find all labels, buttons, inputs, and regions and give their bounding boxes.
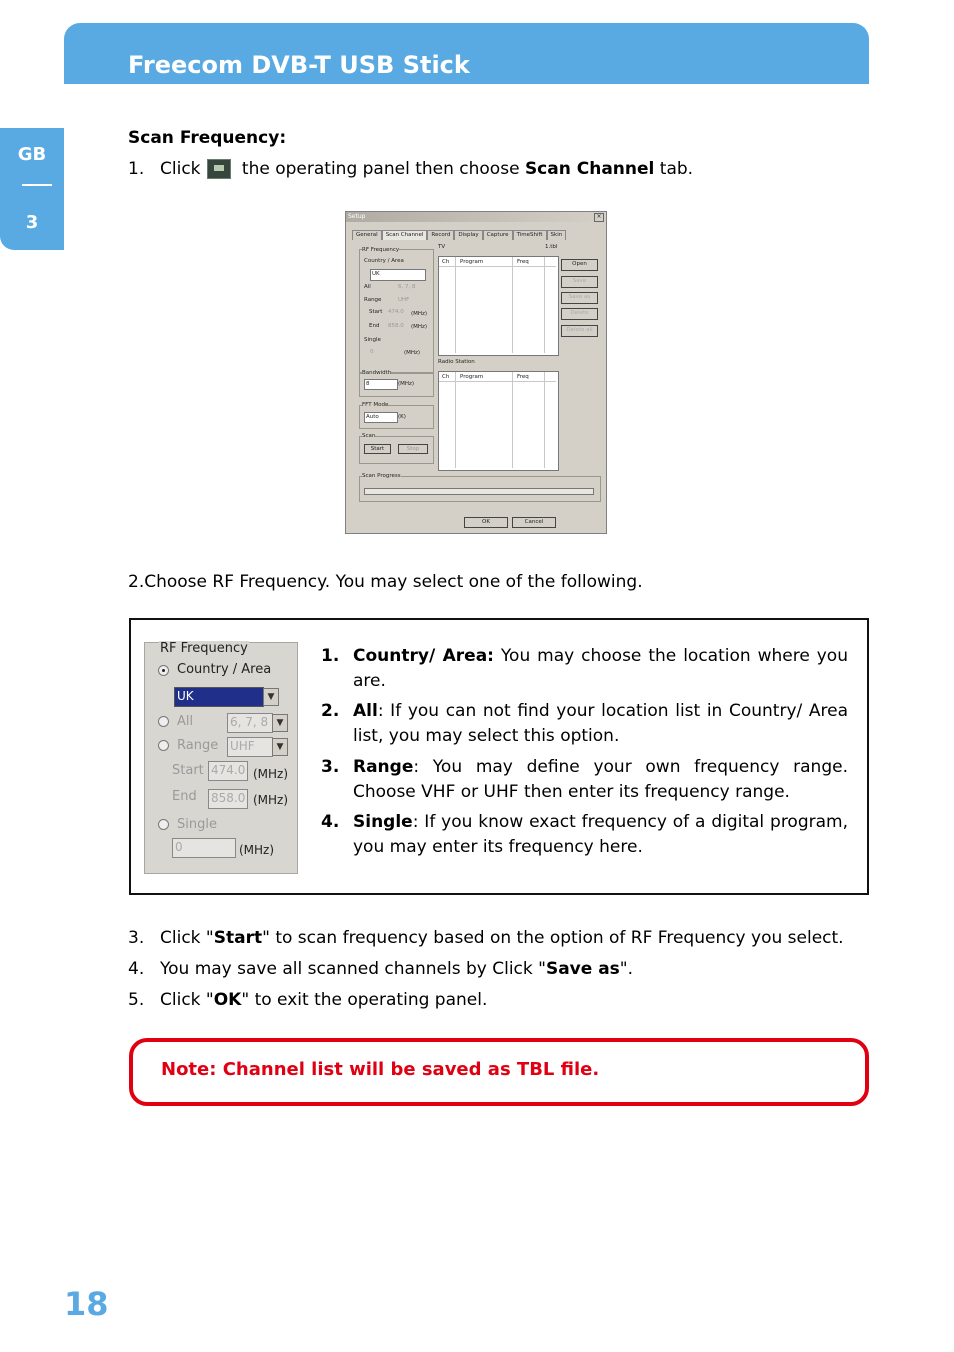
- tab-general[interactable]: General: [352, 230, 382, 240]
- dialog-tv-col-program: Program: [460, 259, 484, 265]
- chapter-number: 3: [25, 212, 39, 233]
- range-label[interactable]: Range: [177, 738, 219, 753]
- dialog-country-select[interactable]: UK: [370, 269, 426, 281]
- country-select[interactable]: UK: [174, 687, 264, 707]
- end-label: End: [172, 789, 197, 804]
- dialog-radio-col-line-2: [512, 372, 513, 468]
- dialog-stop-button[interactable]: Stop: [398, 444, 428, 454]
- language-label: GB: [17, 144, 47, 165]
- dialog-delete-button[interactable]: Delete: [561, 308, 598, 320]
- dialog-start-unit: (MHz): [411, 311, 428, 317]
- dialog-end-value[interactable]: 858.0: [388, 323, 404, 329]
- all-label[interactable]: All: [177, 714, 194, 729]
- operating-panel-icon: [207, 159, 231, 179]
- range-select[interactable]: UHF: [227, 737, 273, 757]
- dialog-single-value[interactable]: 0: [370, 349, 374, 355]
- country-dropdown-icon[interactable]: ▼: [263, 688, 279, 706]
- dialog-tv-header-line: [439, 266, 556, 267]
- dialog-bandwidth-select[interactable]: 8: [364, 379, 398, 390]
- dialog-start-button[interactable]: Start: [364, 444, 391, 454]
- start-label: Start: [172, 763, 204, 778]
- all-radio[interactable]: [158, 716, 169, 727]
- start-unit: (MHz): [253, 767, 289, 781]
- section-title: Scan Frequency:: [128, 128, 287, 148]
- dialog-radio-list[interactable]: [438, 371, 559, 471]
- dialog-start-value[interactable]: 474.0: [388, 309, 404, 315]
- dialog-title: Setup: [348, 213, 366, 220]
- dialog-radio-col-freq: Freq: [517, 374, 529, 380]
- step-4-number: 4.: [128, 959, 145, 979]
- dialog-radio-header-line: [439, 381, 556, 382]
- dialog-tv-col-line-2: [512, 257, 513, 353]
- dialog-single-unit: (MHz): [404, 350, 421, 356]
- dialog-bandwidth-unit: (MHz): [398, 381, 415, 387]
- dialog-end-label: End: [369, 323, 380, 329]
- step-4-text: You may save all scanned channels by Click "Save as".: [160, 959, 634, 979]
- dialog-radio-col-line-1: [455, 372, 456, 468]
- end-unit: (MHz): [253, 793, 289, 807]
- step-1-bold: Scan Channel: [524, 159, 655, 179]
- header-title: Freecom DVB-T USB Stick: [128, 51, 470, 79]
- step-1-tail: tab.: [654, 159, 694, 179]
- note-text: Note: Channel list will be saved as TBL file.: [161, 1059, 600, 1080]
- dialog-rf-title: RF Frequency: [362, 247, 400, 253]
- dialog-progress-label: Scan Progress: [362, 473, 401, 479]
- dialog-all-value[interactable]: 6, 7, 8: [398, 284, 416, 290]
- dialog-tabs: [352, 230, 566, 240]
- dialog-fft-label: FFT Mode: [362, 402, 389, 408]
- end-field[interactable]: 858.0: [208, 789, 248, 809]
- step-1-number: 1.: [128, 159, 145, 179]
- tab-display[interactable]: Display: [454, 230, 482, 240]
- rf-frequency-panel: [144, 642, 298, 874]
- header-banner: [64, 23, 869, 84]
- tab-timeshift[interactable]: TimeShift: [513, 230, 547, 240]
- single-field[interactable]: 0: [172, 838, 236, 858]
- side-tab-divider: [22, 184, 52, 186]
- step-1-pre: Click: [160, 159, 201, 179]
- dialog-end-unit: (MHz): [411, 324, 428, 330]
- dialog-fft-unit: (K): [398, 414, 406, 420]
- dialog-open-button[interactable]: Open: [561, 259, 598, 271]
- range-radio[interactable]: [158, 740, 169, 751]
- dialog-file-label: 1.tbl: [545, 244, 558, 250]
- dialog-range-value[interactable]: UHF: [398, 297, 410, 303]
- dialog-country-label[interactable]: Country / Area: [364, 258, 404, 264]
- dialog-radio-col-line-3: [544, 372, 545, 468]
- range-dropdown-icon[interactable]: ▼: [272, 738, 288, 756]
- single-unit: (MHz): [239, 843, 275, 857]
- step-3-text: Click "Start" to scan frequency based on the option of RF Frequency you select.: [160, 928, 844, 948]
- dialog-tv-col-line-1: [455, 257, 456, 353]
- side-tab: [0, 128, 64, 250]
- tab-scan-channel[interactable]: Scan Channel: [382, 230, 428, 240]
- start-field[interactable]: 474.0: [208, 761, 248, 781]
- dialog-cancel-button[interactable]: Cancel: [512, 517, 556, 528]
- dialog-bandwidth-label: Bandwidth: [362, 370, 392, 376]
- country-radio[interactable]: [158, 665, 169, 676]
- dialog-fft-select[interactable]: Auto: [364, 412, 398, 423]
- dialog-save-as-button[interactable]: Save as: [561, 292, 598, 304]
- all-dropdown-icon[interactable]: ▼: [272, 714, 288, 732]
- dialog-tv-label: TV: [438, 244, 446, 250]
- dialog-tv-col-ch: Ch: [442, 259, 450, 265]
- page-number: 18: [64, 1285, 109, 1323]
- step-3-number: 3.: [128, 928, 145, 948]
- tab-capture[interactable]: Capture: [483, 230, 513, 240]
- note-box: [129, 1038, 869, 1106]
- tab-skin[interactable]: Skin: [547, 230, 567, 240]
- dialog-tv-col-line-3: [544, 257, 545, 353]
- dialog-delete-all-button[interactable]: Delete all: [561, 325, 598, 337]
- step-1-text: [160, 157, 693, 181]
- dialog-radio-col-program: Program: [460, 374, 484, 380]
- dialog-save-button[interactable]: Save: [561, 276, 598, 288]
- dialog-titlebar: [346, 212, 606, 222]
- step-5-text: Click "OK" to exit the operating panel.: [160, 990, 488, 1010]
- dialog-all-label[interactable]: All: [364, 284, 371, 290]
- close-icon[interactable]: ×: [594, 213, 604, 222]
- dialog-radio-col-ch: Ch: [442, 374, 450, 380]
- dialog-start-label: Start: [369, 309, 383, 315]
- dialog-ok-button[interactable]: OK: [464, 517, 508, 528]
- setup-dialog-screenshot: [345, 211, 607, 534]
- single-radio[interactable]: [158, 819, 169, 830]
- dialog-radio-label: Radio Station: [438, 359, 475, 365]
- dialog-progress-bar: [364, 488, 594, 495]
- dialog-scan-label: Scan: [362, 433, 376, 439]
- all-select[interactable]: 6, 7, 8: [227, 713, 273, 733]
- country-area-label[interactable]: Country / Area: [177, 662, 272, 677]
- dialog-tv-col-freq: Freq: [517, 259, 529, 265]
- rf-panel-title: RF Frequency: [160, 641, 248, 656]
- dialog-single-label[interactable]: Single: [364, 337, 381, 343]
- single-label[interactable]: Single: [177, 817, 217, 832]
- tab-record[interactable]: Record: [427, 230, 454, 240]
- step-2-text: 2.Choose RF Frequency. You may select one of the following.: [128, 572, 643, 592]
- dialog-range-label[interactable]: Range: [364, 297, 382, 303]
- dialog-tv-list[interactable]: [438, 256, 559, 356]
- step-1-post: the operating panel then choose: [236, 159, 525, 179]
- step-5-number: 5.: [128, 990, 145, 1010]
